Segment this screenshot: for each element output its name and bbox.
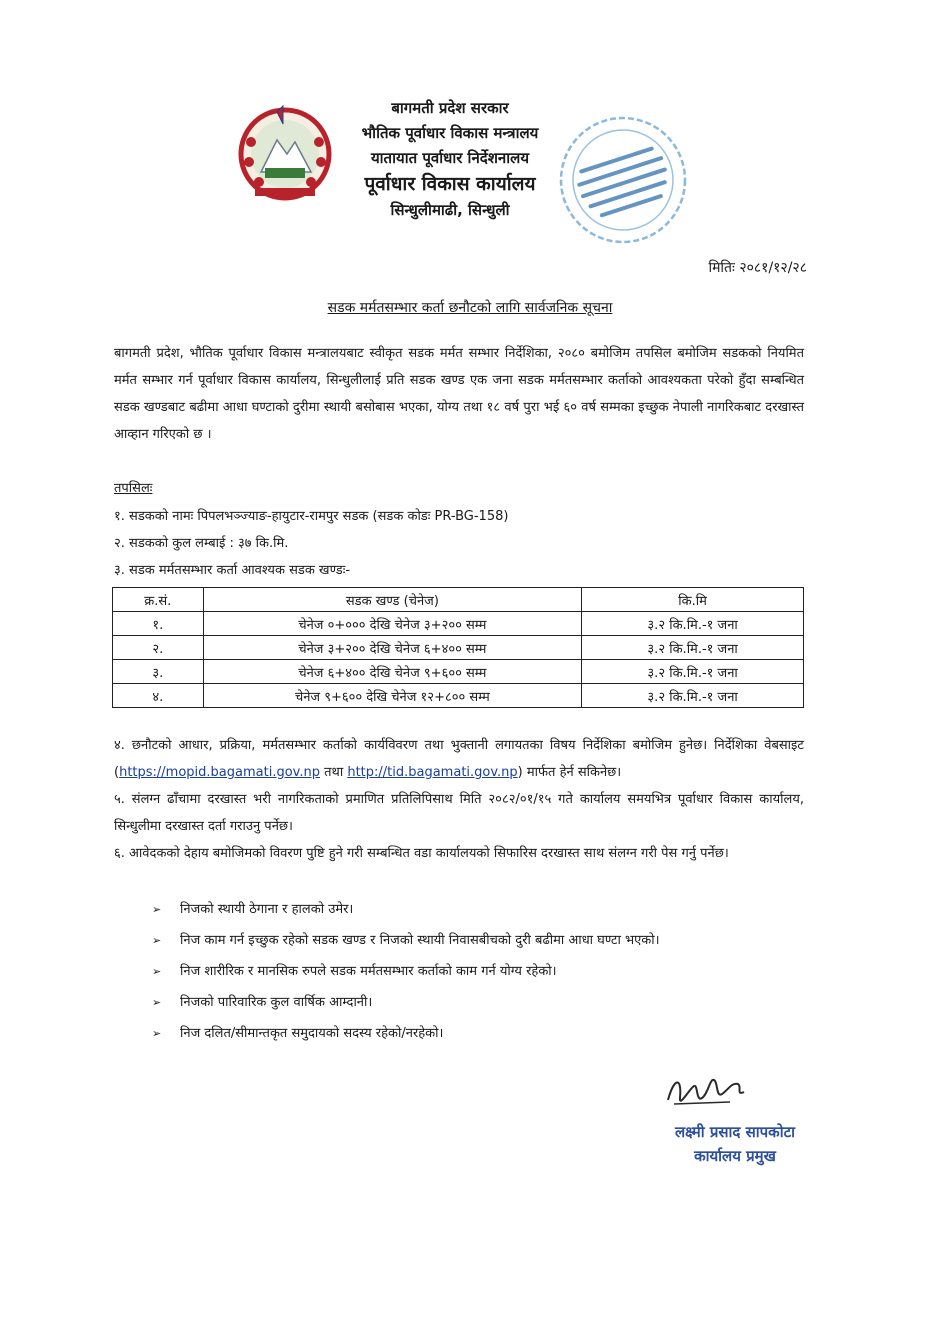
cell-section: चेनेज ०+००० देखि चेनेज ३+२०० सम्म	[203, 612, 582, 636]
notice-title: सडक मर्मतसम्भार कर्ता छनौटको लागि सार्वजनिक सूचना	[327, 300, 613, 316]
road-sections-table	[112, 587, 804, 708]
table-row	[113, 636, 804, 660]
arrow-bullet-icon: ➢	[152, 996, 162, 1009]
header-province: बागमती प्रदेश सरकार	[391, 99, 509, 117]
cell-km: ३.२ कि.मि.-१ जना	[582, 612, 804, 636]
arrow-bullet-icon: ➢	[152, 1027, 162, 1040]
col-header-sn: क्र.सं.	[113, 588, 204, 612]
table-row	[113, 684, 804, 708]
cell-km: ३.२ कि.मि.-१ जना	[582, 684, 804, 708]
point-4-text-a: ४. छनौटको आधार, प्रक्रिया, मर्मतसम्भार कर्ताको कार्यविवरण तथा भुक्तानी लगायतका विषय निर्देशिका बमोजिम हुनेछ। निर्देशिका वेबसाइट (	[114, 738, 804, 780]
col-header-section: सडक खण्ड (चेनेज)	[203, 588, 582, 612]
office-round-stamp	[556, 113, 691, 248]
nepal-emblem-icon	[235, 102, 335, 202]
intro-paragraph: बागमती प्रदेश, भौतिक पूर्वाधार विकास मन्त्रालयबाट स्वीकृत सडक मर्मत सम्भार निर्देशिका, २०८० बमोजिम तपसिल बमोजिम सडकको नियमित मर्मत सम्भार गर्न पूर्वाधार विकास कार्यालय, सिन्धुलीलाई प्रति सडक खण्ड एक जना सडक मर्मतसम्भार कर्ताको आवश्यकता परेको हुँदा सम्बन्धित सडक खण्डबाट बढीमा आधा घण्टाको दुरीमा स्थायी बसोबास भएका, योग्य तथा १८ वर्ष पुरा भई ६० वर्ष सम्मका इच्छुक नेपाली नागरिकबाट दरखास्त आव्हान गरिएको छ ।	[114, 346, 804, 442]
cell-section: चेनेज ३+२०० देखि चेनेज ६+४०० सम्म	[203, 636, 582, 660]
list-item: ➢ निज काम गर्न इच्छुक रहेको सडक खण्ड र निजको स्थायी निवासबीचको दुरी बढीमा आधा घण्टा भएको।	[152, 927, 802, 954]
cell-sn: ३.	[113, 660, 204, 684]
road-length-item: २. सडकको कुल लम्बाई : ३७ कि.मि.	[114, 536, 289, 551]
list-item: ➢ निजको पारिवारिक कुल वार्षिक आम्दानी।	[152, 989, 802, 1016]
cell-sn: २.	[113, 636, 204, 660]
handwritten-signature	[660, 1058, 750, 1118]
point-4-text-c: ) मार्फत हेर्न सकिनेछ।	[517, 765, 622, 780]
cell-section: चेनेज ९+६०० देखि चेनेज १२+८०० सम्म	[203, 684, 582, 708]
road-name-item: १. सडकको नामः पिपलभञ्ज्याङ-हायुटार-रामपुर सडक (सडक कोडः PR-BG-158)	[114, 509, 509, 524]
road-sections-item: ३. सडक मर्मतसम्भार कर्ता आवश्यक सडक खण्डः-	[114, 563, 351, 578]
list-item: ➢ निज दलित/सीमान्तकृत समुदायको सदस्य रहेको/नरहेको।	[152, 1020, 802, 1047]
signatory-stamp	[655, 1120, 815, 1168]
list-item: ➢ निज शारीरिक र मानसिक रुपले सडक मर्मतसम्भार कर्ताको काम गर्न योग्य रहेको।	[152, 958, 802, 985]
office-header	[330, 96, 570, 223]
point-5-paragraph: ५. संलग्न ढाँचामा दरखास्त भरी नागरिकताको प्रमाणित प्रतिलिपिसाथ मिति २०८२/०१/१५ गते कार्यालय समयभित्र पूर्वाधार विकास कार्यालय, सिन्धुलीमा दरखास्त दर्ता गराउनु पर्नेछ।	[114, 792, 804, 834]
list-item: ➢ निजको स्थायी ठेगाना र हालको उमेर।	[152, 896, 802, 923]
cell-section: चेनेज ६+४०० देखि चेनेज ९+६०० सम्म	[203, 660, 582, 684]
cell-km: ३.२ कि.मि.-१ जना	[582, 636, 804, 660]
notice-date: मितिः २०८१/१२/२८	[708, 260, 807, 276]
point-6-paragraph: ६. आवेदकको देहाय बमोजिमको विवरण पुष्टि हुने गरी सम्बन्धित वडा कार्यालयको सिफारिस दरखास्त साथ संलग्न गरी पेस गर्नु पर्नेछ।	[114, 846, 729, 861]
header-office: पूर्वाधार विकास कार्यालय	[364, 173, 536, 195]
header-directorate: यातायात पूर्वाधार निर्देशनालय	[370, 149, 530, 167]
point-4-paragraph	[114, 732, 804, 786]
cell-sn: १.	[113, 612, 204, 636]
mopid-website-link[interactable]: https://mopid.bagamati.gov.np	[119, 765, 320, 780]
requirements-list	[152, 896, 802, 1051]
col-header-km: कि.मि	[582, 588, 804, 612]
table-row	[113, 660, 804, 684]
arrow-bullet-icon: ➢	[152, 934, 162, 947]
cell-sn: ४.	[113, 684, 204, 708]
arrow-bullet-icon: ➢	[152, 903, 162, 916]
table-header-row	[113, 588, 804, 612]
cell-km: ३.२ कि.मि.-१ जना	[582, 660, 804, 684]
header-ministry: भौतिक पूर्वाधार विकास मन्त्रालय	[361, 124, 539, 142]
tid-website-link[interactable]: http://tid.bagamati.gov.np	[347, 765, 518, 780]
details-heading: तपसिलः	[114, 481, 153, 496]
header-location: सिन्धुलीमाढी, सिन्धुली	[390, 201, 510, 219]
signatory-name: लक्ष्मी प्रसाद सापकोटा	[674, 1123, 796, 1141]
point-4-text-b: तथा	[319, 765, 348, 780]
table-row	[113, 612, 804, 636]
signatory-designation: कार्यालय प्रमुख	[694, 1147, 776, 1165]
arrow-bullet-icon: ➢	[152, 965, 162, 978]
